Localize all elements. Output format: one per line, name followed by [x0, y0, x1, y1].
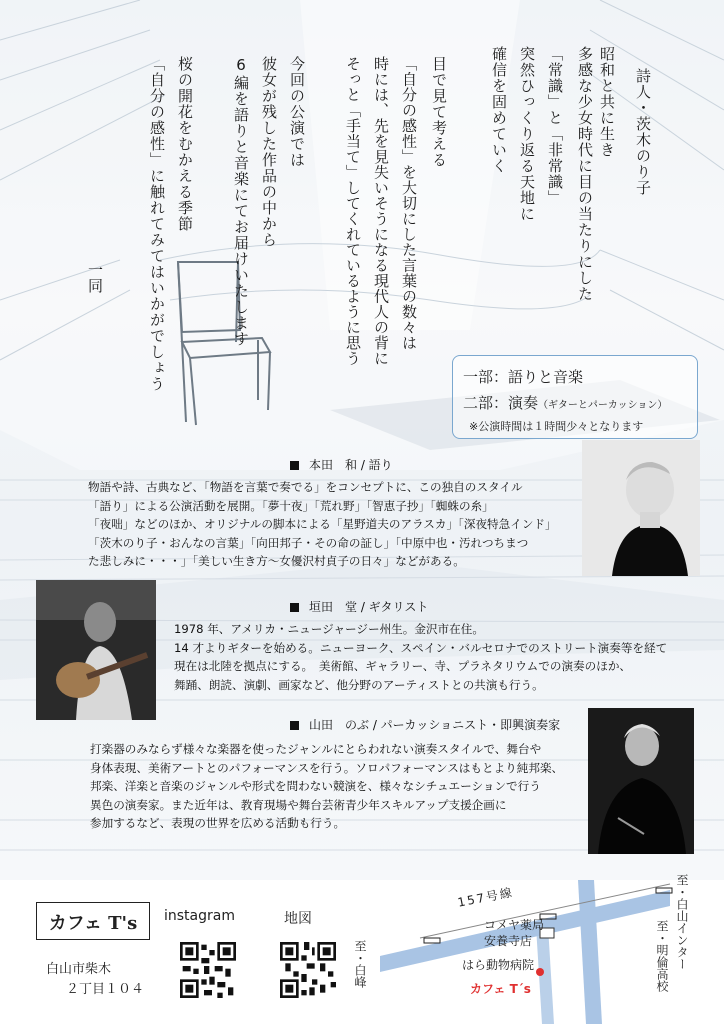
intro-column: そっと「手当て」してくれているように思う — [344, 56, 362, 366]
intro-column: 時には、先を見失いそうになる現代人の背に — [372, 56, 390, 366]
cafe-name-box — [36, 902, 150, 940]
intro-column: 昭和と共に生き — [598, 46, 616, 158]
address-line1: 白山市柴木 — [46, 962, 112, 977]
program-part1: 一部：語りと音楽 — [463, 368, 584, 386]
instagram-label: instagram — [164, 908, 235, 924]
map-cafe-label: カフェ T´s — [470, 982, 531, 996]
intro-column: 詩人・茨木のり子 — [634, 68, 652, 196]
map-komeya-label: コメヤ薬局 — [484, 918, 545, 932]
instagram-qr-code[interactable] — [180, 942, 236, 998]
map-to-meirin: 至・明倫高校 — [655, 920, 669, 992]
map-label: 地図 — [284, 911, 312, 927]
performer-photo-yamada — [588, 708, 694, 854]
cafe-name: カフェ T's — [48, 913, 138, 934]
address-line2: ２丁目１０４ — [66, 982, 145, 997]
performer-heading: 山田 のぶ / パーカッショニスト・即興演奏家 — [290, 716, 560, 733]
program-part2-note: （ギターとパーカッション） — [538, 400, 668, 411]
program-part2: 二部：演奏（ギターとパーカッション） — [463, 394, 668, 412]
performer-bio: 打楽器のみならず様々な楽器を使ったジャンルにとらわれない演奏スタイルで、舞台や 身体表現、美術アートとのパフォーマンスを行う。ソロパフォーマンスはもとより純邦楽、 邦楽、洋楽と音楽のジャンルや形式を問わない競演を、様々なシチュエーションで行う 異色の演奏家。また近年は、教育現場や舞台芸術青少年スキルアップ支援企画に 参加するなど、表現の世界を広める活動も行う。 — [90, 742, 564, 831]
performer-bio: 1978 年、アメリカ・ニュージャージー州生。金沢市在住。 14 才よりギターを始める。ニューヨーク、スペイン・バルセロナでのストリート演奏等を経て 現在は北陸を拠点にする。 美術館、ギャラリー、寺、プラネタリウムでの演奏のほか、 舞踊、朗読、演劇、画家など、他分野のアーティストとの共演も行う。 — [174, 622, 668, 692]
map-komeya-branch-label: 安養寺店 — [484, 934, 533, 948]
performer-heading: 垣田 堂 / ギタリスト — [290, 598, 428, 615]
intro-column: 今回の公演では — [288, 56, 306, 168]
intro-column: 彼女が残した作品の中から — [260, 56, 278, 248]
intro-signature: 一同 — [86, 262, 104, 294]
intro-column: 多感な少女時代に目の当たりにした — [576, 46, 594, 302]
program-time-note: ※公演時間は１時間少々となります — [469, 420, 644, 433]
performer-heading: 本田 和 / 語り — [290, 456, 393, 473]
intro-column: 確信を固めていく — [490, 46, 508, 174]
performer-bio: 物語や詩、古典など、「物語を言葉で奏でる」をコンセプトに、この独自のスタイル 「語り」による公演活動を展開。「夢十夜」「荒れ野」「智恵子抄」「蜘蛛の糸」 「夜咄」などのほか、オリジナルの脚本による「星野道夫のアラスカ」「深夜特急インド」 「茨木のり子・おんなの言葉」「向田邦子・その命の証し」「中原中也・汚れつちまつ た悲しみに・・・」「美しい生き方～女優沢村貞子の日々」などがある。 — [88, 480, 557, 569]
map-to-shiramine: 至・白峰 — [353, 940, 367, 988]
intro-column: 「自分の感性」を大切にした言葉の数々は — [400, 56, 418, 351]
map-hara-label: はら動物病院 — [462, 958, 535, 972]
intro-column: 桜の開花をむかえる季節 — [176, 56, 194, 232]
performer-photo-honda — [582, 440, 700, 576]
cafe-marker — [536, 968, 544, 976]
performer-photo-kakita — [36, 580, 156, 720]
intro-column: 6編を語りと音楽にてお届けいたします — [232, 56, 250, 347]
map-route-label: 157号線 — [456, 885, 515, 910]
map-qr-code[interactable] — [280, 942, 336, 998]
intro-column: 突然ひっくり返る天地に — [518, 46, 536, 222]
intro-column: 目で見て考える — [430, 56, 448, 168]
intro-column: 「自分の感性」に触れてみてはいかがでしょう — [148, 56, 166, 392]
program-box — [452, 355, 698, 439]
map-to-hakusan-ic: 至・白山インター — [675, 874, 689, 970]
intro-column: 「常識」と「非常識」 — [546, 46, 564, 206]
footer — [0, 874, 724, 1024]
